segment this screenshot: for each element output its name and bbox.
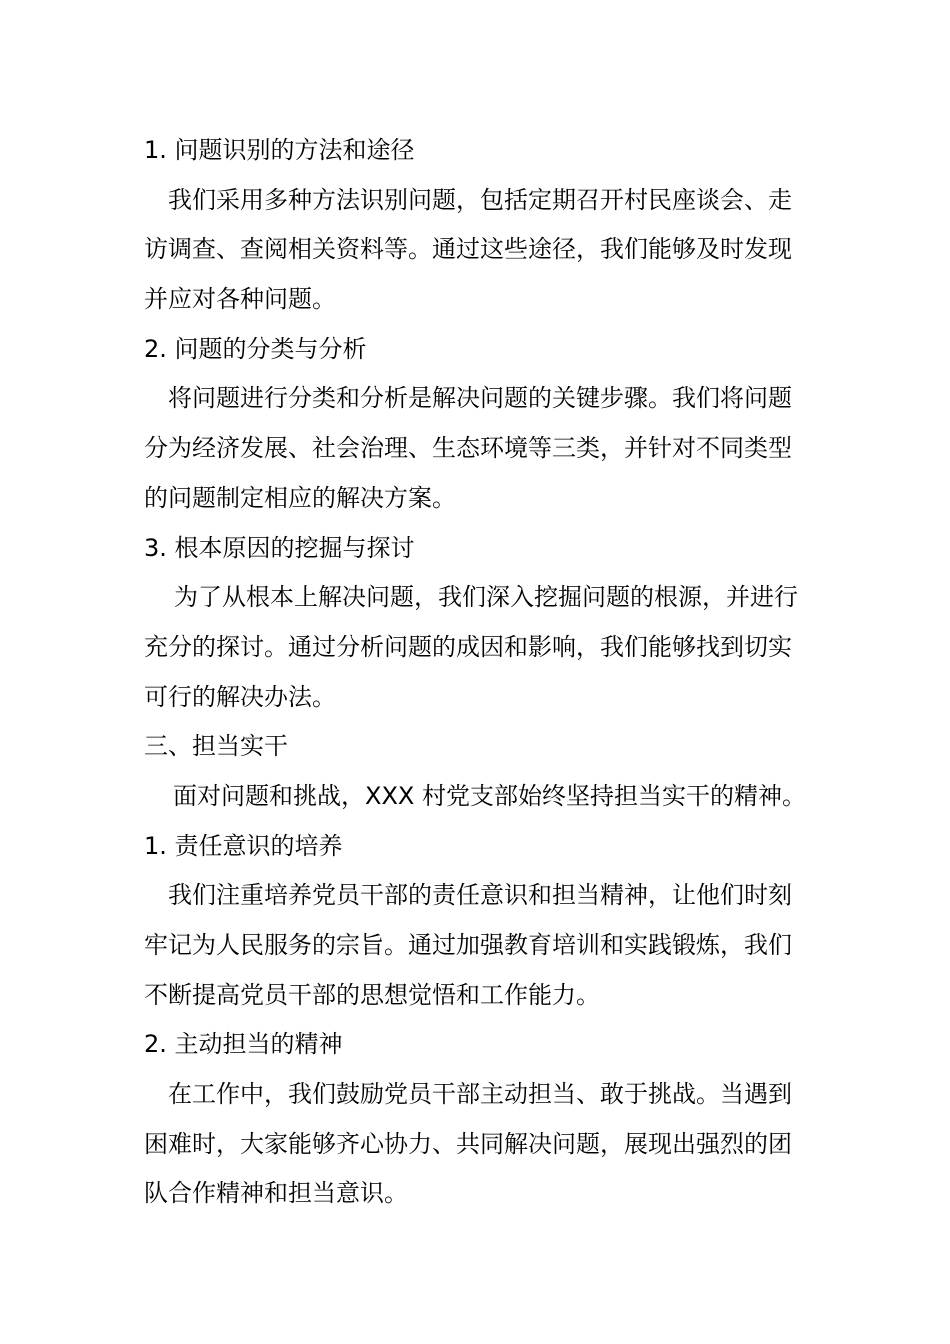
- paragraph-line: 充分的探讨。通过分析问题的成因和影响，我们能够找到切实: [144, 632, 792, 661]
- paragraph-line: 可行的解决办法。: [144, 682, 336, 711]
- paragraph-line: 分为经济发展、社会治理、生态环境等三类，并针对不同类型: [144, 434, 792, 463]
- section-heading-root-cause: 3. 根本原因的挖掘与探讨: [144, 533, 415, 562]
- paragraph-line: 困难时，大家能够齐心协力、共同解决问题，展现出强烈的团: [144, 1129, 792, 1158]
- paragraph-line: 访调查、查阅相关资料等。通过这些途径，我们能够及时发现: [144, 235, 792, 264]
- paragraph-line: 牢记为人民服务的宗旨。通过加强教育培训和实践锻炼，我们: [144, 931, 792, 959]
- paragraph-line: 的问题制定相应的解决方案。: [144, 483, 456, 512]
- chapter-heading-taking-responsibility: 三、担当实干: [144, 732, 288, 761]
- section-heading-problem-identification: 1. 问题识别的方法和途径: [144, 136, 415, 164]
- section-heading-proactive-spirit: 2. 主动担当的精神: [144, 1030, 343, 1059]
- section-heading-problem-classification: 2. 问题的分类与分析: [144, 334, 367, 363]
- paragraph-line: 不断提高党员干部的思想觉悟和工作能力。: [144, 980, 600, 1009]
- document-body: [144, 126, 809, 1219]
- paragraph-line: 为了从根本上解决问题，我们深入挖掘问题的根源，并进行: [174, 583, 798, 612]
- paragraph-line: 面对问题和挑战，XXX 村党支部始终坚持担当实干的精神。: [173, 781, 806, 810]
- paragraph-line: 并应对各种问题。: [144, 285, 336, 314]
- section-heading-responsibility-awareness: 1. 责任意识的培养: [144, 831, 343, 860]
- paragraph-line: 队合作精神和担当意识。: [144, 1179, 408, 1208]
- paragraph-line: 我们注重培养党员干部的责任意识和担当精神，让他们时刻: [168, 881, 792, 910]
- paragraph-line: 在工作中，我们鼓励党员干部主动担当、敢于挑战。当遇到: [168, 1080, 792, 1109]
- paragraph-line: 我们采用多种方法识别问题，包括定期召开村民座谈会、走: [168, 185, 792, 214]
- paragraph-line: 将问题进行分类和分析是解决问题的关键步骤。我们将问题: [168, 384, 792, 413]
